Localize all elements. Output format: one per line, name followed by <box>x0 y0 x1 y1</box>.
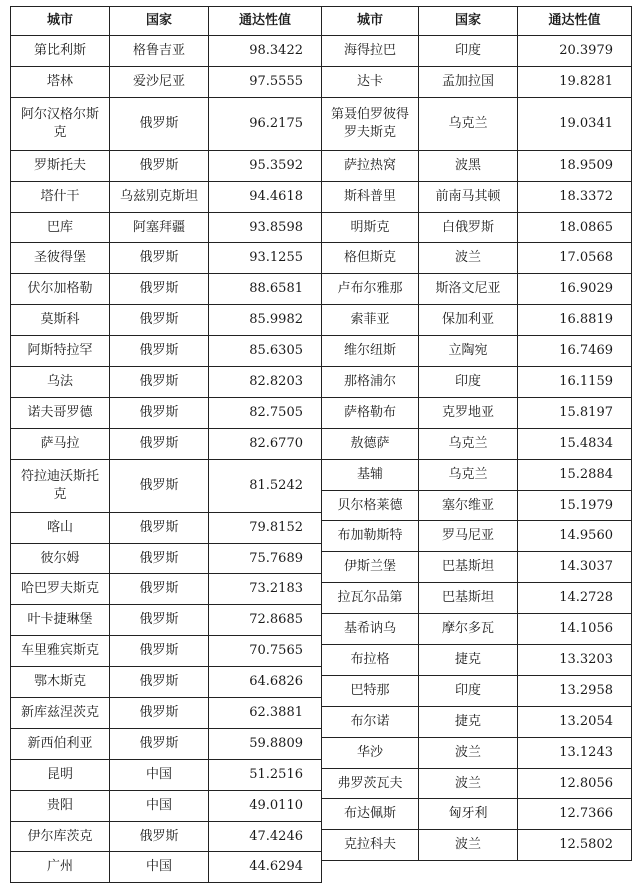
table-row <box>322 181 632 212</box>
cell-accessibility-value: 15.2884 <box>518 459 632 490</box>
cell-country: 俄罗斯 <box>110 97 209 150</box>
cell-city: 敖德萨 <box>322 428 419 459</box>
table-row <box>322 706 632 737</box>
cell-country: 俄罗斯 <box>110 667 209 698</box>
cell-city: 罗斯托夫 <box>11 150 110 181</box>
cell-city: 基辅 <box>322 459 419 490</box>
cell-country: 俄罗斯 <box>110 698 209 729</box>
table-row <box>322 645 632 676</box>
cell-country: 俄罗斯 <box>110 397 209 428</box>
cell-country: 乌克兰 <box>419 97 518 150</box>
cell-city: 维尔纽斯 <box>322 336 419 367</box>
cell-accessibility-value: 14.9560 <box>518 521 632 552</box>
cell-accessibility-value: 85.9982 <box>209 305 322 336</box>
cell-city: 伏尔加格勒 <box>11 274 110 305</box>
cell-city: 符拉迪沃斯托克 <box>11 459 110 512</box>
cell-accessibility-value: 98.3422 <box>209 36 322 67</box>
table-row <box>11 336 322 367</box>
cell-accessibility-value: 49.0110 <box>209 790 322 821</box>
table-row <box>322 243 632 274</box>
cell-accessibility-value: 19.0341 <box>518 97 632 150</box>
cell-accessibility-value: 15.8197 <box>518 397 632 428</box>
cell-city: 哈巴罗夫斯克 <box>11 574 110 605</box>
cell-accessibility-value: 94.4618 <box>209 181 322 212</box>
cell-country: 波兰 <box>419 768 518 799</box>
cell-country: 斯洛文尼亚 <box>419 274 518 305</box>
cell-city: 拉瓦尔品第 <box>322 583 419 614</box>
table-row <box>322 336 632 367</box>
table-row <box>11 698 322 729</box>
cell-accessibility-value: 17.0568 <box>518 243 632 274</box>
cell-country: 俄罗斯 <box>110 605 209 636</box>
cell-accessibility-value: 51.2516 <box>209 759 322 790</box>
table-row <box>11 428 322 459</box>
cell-country: 罗马尼亚 <box>419 521 518 552</box>
cell-accessibility-value: 14.2728 <box>518 583 632 614</box>
table-row <box>322 212 632 243</box>
header-accessibility-value: 通达性值 <box>518 7 632 36</box>
table-row <box>11 150 322 181</box>
table-row <box>322 97 632 150</box>
cell-accessibility-value: 88.6581 <box>209 274 322 305</box>
header-country: 国家 <box>419 7 518 36</box>
cell-country: 俄罗斯 <box>110 574 209 605</box>
table-row <box>322 799 632 830</box>
cell-city: 新西伯利亚 <box>11 728 110 759</box>
cell-accessibility-value: 20.3979 <box>518 36 632 67</box>
cell-country: 俄罗斯 <box>110 336 209 367</box>
cell-accessibility-value: 16.1159 <box>518 367 632 398</box>
cell-city: 卢布尔雅那 <box>322 274 419 305</box>
cell-country: 俄罗斯 <box>110 512 209 543</box>
table-row <box>11 512 322 543</box>
cell-accessibility-value: 15.4834 <box>518 428 632 459</box>
cell-country: 印度 <box>419 36 518 67</box>
cell-country: 波兰 <box>419 830 518 861</box>
table-row <box>11 274 322 305</box>
cell-city: 鄂木斯克 <box>11 667 110 698</box>
cell-country: 印度 <box>419 675 518 706</box>
cell-city: 弗罗茨瓦夫 <box>322 768 419 799</box>
cell-accessibility-value: 85.6305 <box>209 336 322 367</box>
header-city: 城市 <box>11 7 110 36</box>
cell-city: 贝尔格莱德 <box>322 490 419 521</box>
table-row <box>322 490 632 521</box>
table-row <box>11 852 322 883</box>
cell-accessibility-value: 93.1255 <box>209 243 322 274</box>
cell-city: 塔林 <box>11 66 110 97</box>
cell-accessibility-value: 44.6294 <box>209 852 322 883</box>
cell-city: 第聂伯罗彼得罗夫斯克 <box>322 97 419 150</box>
cell-city: 昆明 <box>11 759 110 790</box>
cell-city: 那格浦尔 <box>322 367 419 398</box>
cell-country: 俄罗斯 <box>110 305 209 336</box>
cell-accessibility-value: 14.3037 <box>518 552 632 583</box>
table-row <box>11 543 322 574</box>
cell-country: 俄罗斯 <box>110 543 209 574</box>
table-body-left <box>11 36 322 883</box>
cell-city: 贵阳 <box>11 790 110 821</box>
cell-country: 前南马其顿 <box>419 181 518 212</box>
table-body-right <box>322 36 632 861</box>
table-row <box>322 459 632 490</box>
cell-accessibility-value: 19.8281 <box>518 66 632 97</box>
table-row <box>322 66 632 97</box>
cell-country: 孟加拉国 <box>419 66 518 97</box>
cell-city: 阿尔汉格尔斯克 <box>11 97 110 150</box>
cell-accessibility-value: 62.3881 <box>209 698 322 729</box>
cell-country: 巴基斯坦 <box>419 552 518 583</box>
cell-city: 巴库 <box>11 212 110 243</box>
table-row <box>11 821 322 852</box>
cell-country: 俄罗斯 <box>110 150 209 181</box>
cell-accessibility-value: 13.2958 <box>518 675 632 706</box>
cell-country: 俄罗斯 <box>110 728 209 759</box>
table-row <box>11 574 322 605</box>
cell-city: 索菲亚 <box>322 305 419 336</box>
table-row <box>322 305 632 336</box>
cell-city: 第比利斯 <box>11 36 110 67</box>
cell-accessibility-value: 12.8056 <box>518 768 632 799</box>
header-accessibility-value: 通达性值 <box>209 7 322 36</box>
cell-city: 基希讷乌 <box>322 614 419 645</box>
cell-country: 匈牙利 <box>419 799 518 830</box>
cell-country: 巴基斯坦 <box>419 583 518 614</box>
cell-country: 俄罗斯 <box>110 459 209 512</box>
cell-accessibility-value: 59.8809 <box>209 728 322 759</box>
cell-country: 白俄罗斯 <box>419 212 518 243</box>
cell-accessibility-value: 96.2175 <box>209 97 322 150</box>
cell-accessibility-value: 18.3372 <box>518 181 632 212</box>
cell-country: 俄罗斯 <box>110 243 209 274</box>
cell-country: 保加利亚 <box>419 305 518 336</box>
table-row <box>11 367 322 398</box>
cell-accessibility-value: 12.5802 <box>518 830 632 861</box>
table-row <box>11 667 322 698</box>
cell-accessibility-value: 16.9029 <box>518 274 632 305</box>
cell-country: 俄罗斯 <box>110 274 209 305</box>
table-row <box>11 36 322 67</box>
cell-city: 圣彼得堡 <box>11 243 110 274</box>
table-row <box>11 243 322 274</box>
cell-country: 波兰 <box>419 737 518 768</box>
table-row <box>322 768 632 799</box>
cell-accessibility-value: 16.7469 <box>518 336 632 367</box>
cell-country: 中国 <box>110 790 209 821</box>
cell-accessibility-value: 82.7505 <box>209 397 322 428</box>
accessibility-table-left <box>10 6 322 883</box>
cell-country: 克罗地亚 <box>419 397 518 428</box>
cell-country: 阿塞拜疆 <box>110 212 209 243</box>
cell-accessibility-value: 18.9509 <box>518 150 632 181</box>
cell-accessibility-value: 72.8685 <box>209 605 322 636</box>
cell-country: 俄罗斯 <box>110 428 209 459</box>
cell-city: 明斯克 <box>322 212 419 243</box>
table-row <box>322 36 632 67</box>
cell-country: 俄罗斯 <box>110 821 209 852</box>
table-row <box>322 552 632 583</box>
cell-accessibility-value: 13.3203 <box>518 645 632 676</box>
cell-city: 叶卡捷琳堡 <box>11 605 110 636</box>
cell-country: 塞尔维亚 <box>419 490 518 521</box>
table-row <box>322 397 632 428</box>
cell-city: 乌法 <box>11 367 110 398</box>
cell-accessibility-value: 12.7366 <box>518 799 632 830</box>
table-row <box>322 521 632 552</box>
cell-accessibility-value: 13.1243 <box>518 737 632 768</box>
cell-accessibility-value: 73.2183 <box>209 574 322 605</box>
table-row <box>322 583 632 614</box>
table-row <box>11 728 322 759</box>
cell-city: 萨格勒布 <box>322 397 419 428</box>
cell-city: 新库兹涅茨克 <box>11 698 110 729</box>
table-row <box>11 790 322 821</box>
cell-country: 波黑 <box>419 150 518 181</box>
cell-city: 海得拉巴 <box>322 36 419 67</box>
cell-city: 布加勒斯特 <box>322 521 419 552</box>
cell-city: 布达佩斯 <box>322 799 419 830</box>
cell-country: 中国 <box>110 852 209 883</box>
table-row <box>11 397 322 428</box>
cell-accessibility-value: 15.1979 <box>518 490 632 521</box>
cell-accessibility-value: 95.3592 <box>209 150 322 181</box>
table-row <box>11 181 322 212</box>
table-row <box>322 367 632 398</box>
table-row <box>322 830 632 861</box>
cell-country: 乌克兰 <box>419 459 518 490</box>
cell-city: 车里雅宾斯克 <box>11 636 110 667</box>
cell-country: 爱沙尼亚 <box>110 66 209 97</box>
table-row <box>322 428 632 459</box>
table-row <box>11 212 322 243</box>
cell-country: 乌兹别克斯坦 <box>110 181 209 212</box>
header-row <box>11 7 322 36</box>
cell-accessibility-value: 82.6770 <box>209 428 322 459</box>
cell-accessibility-value: 64.6826 <box>209 667 322 698</box>
cell-city: 华沙 <box>322 737 419 768</box>
table-row <box>11 605 322 636</box>
cell-city: 塔什干 <box>11 181 110 212</box>
cell-country: 立陶宛 <box>419 336 518 367</box>
header-city: 城市 <box>322 7 419 36</box>
cell-country: 中国 <box>110 759 209 790</box>
cell-city: 萨马拉 <box>11 428 110 459</box>
cell-accessibility-value: 47.4246 <box>209 821 322 852</box>
table-row <box>11 636 322 667</box>
cell-city: 布拉格 <box>322 645 419 676</box>
cell-accessibility-value: 75.7689 <box>209 543 322 574</box>
cell-city: 布尔诺 <box>322 706 419 737</box>
cell-country: 格鲁吉亚 <box>110 36 209 67</box>
cell-city: 伊斯兰堡 <box>322 552 419 583</box>
table-row <box>322 614 632 645</box>
table-row <box>322 675 632 706</box>
cell-country: 捷克 <box>419 645 518 676</box>
cell-city: 巴特那 <box>322 675 419 706</box>
cell-city: 诺夫哥罗德 <box>11 397 110 428</box>
table-row <box>322 150 632 181</box>
cell-country: 摩尔多瓦 <box>419 614 518 645</box>
table-row <box>11 459 322 512</box>
cell-city: 彼尔姆 <box>11 543 110 574</box>
table-row <box>322 737 632 768</box>
cell-accessibility-value: 16.8819 <box>518 305 632 336</box>
table-row <box>11 305 322 336</box>
cell-accessibility-value: 82.8203 <box>209 367 322 398</box>
table-row <box>11 66 322 97</box>
cell-city: 伊尔库茨克 <box>11 821 110 852</box>
cell-accessibility-value: 81.5242 <box>209 459 322 512</box>
cell-accessibility-value: 70.7565 <box>209 636 322 667</box>
cell-accessibility-value: 18.0865 <box>518 212 632 243</box>
cell-country: 俄罗斯 <box>110 367 209 398</box>
header-row <box>322 7 632 36</box>
cell-city: 莫斯科 <box>11 305 110 336</box>
cell-city: 喀山 <box>11 512 110 543</box>
cell-country: 俄罗斯 <box>110 636 209 667</box>
cell-country: 波兰 <box>419 243 518 274</box>
table-row <box>322 274 632 305</box>
table-row <box>11 759 322 790</box>
cell-country: 乌克兰 <box>419 428 518 459</box>
cell-accessibility-value: 14.1056 <box>518 614 632 645</box>
header-country: 国家 <box>110 7 209 36</box>
cell-country: 捷克 <box>419 706 518 737</box>
cell-city: 达卡 <box>322 66 419 97</box>
cell-city: 斯科普里 <box>322 181 419 212</box>
accessibility-table-right <box>321 6 632 861</box>
cell-city: 阿斯特拉罕 <box>11 336 110 367</box>
cell-accessibility-value: 13.2054 <box>518 706 632 737</box>
cell-city: 格但斯克 <box>322 243 419 274</box>
cell-accessibility-value: 93.8598 <box>209 212 322 243</box>
table-row <box>11 97 322 150</box>
cell-city: 克拉科夫 <box>322 830 419 861</box>
cell-country: 印度 <box>419 367 518 398</box>
cell-accessibility-value: 79.8152 <box>209 512 322 543</box>
cell-accessibility-value: 97.5555 <box>209 66 322 97</box>
cell-city: 萨拉热窝 <box>322 150 419 181</box>
cell-city: 广州 <box>11 852 110 883</box>
